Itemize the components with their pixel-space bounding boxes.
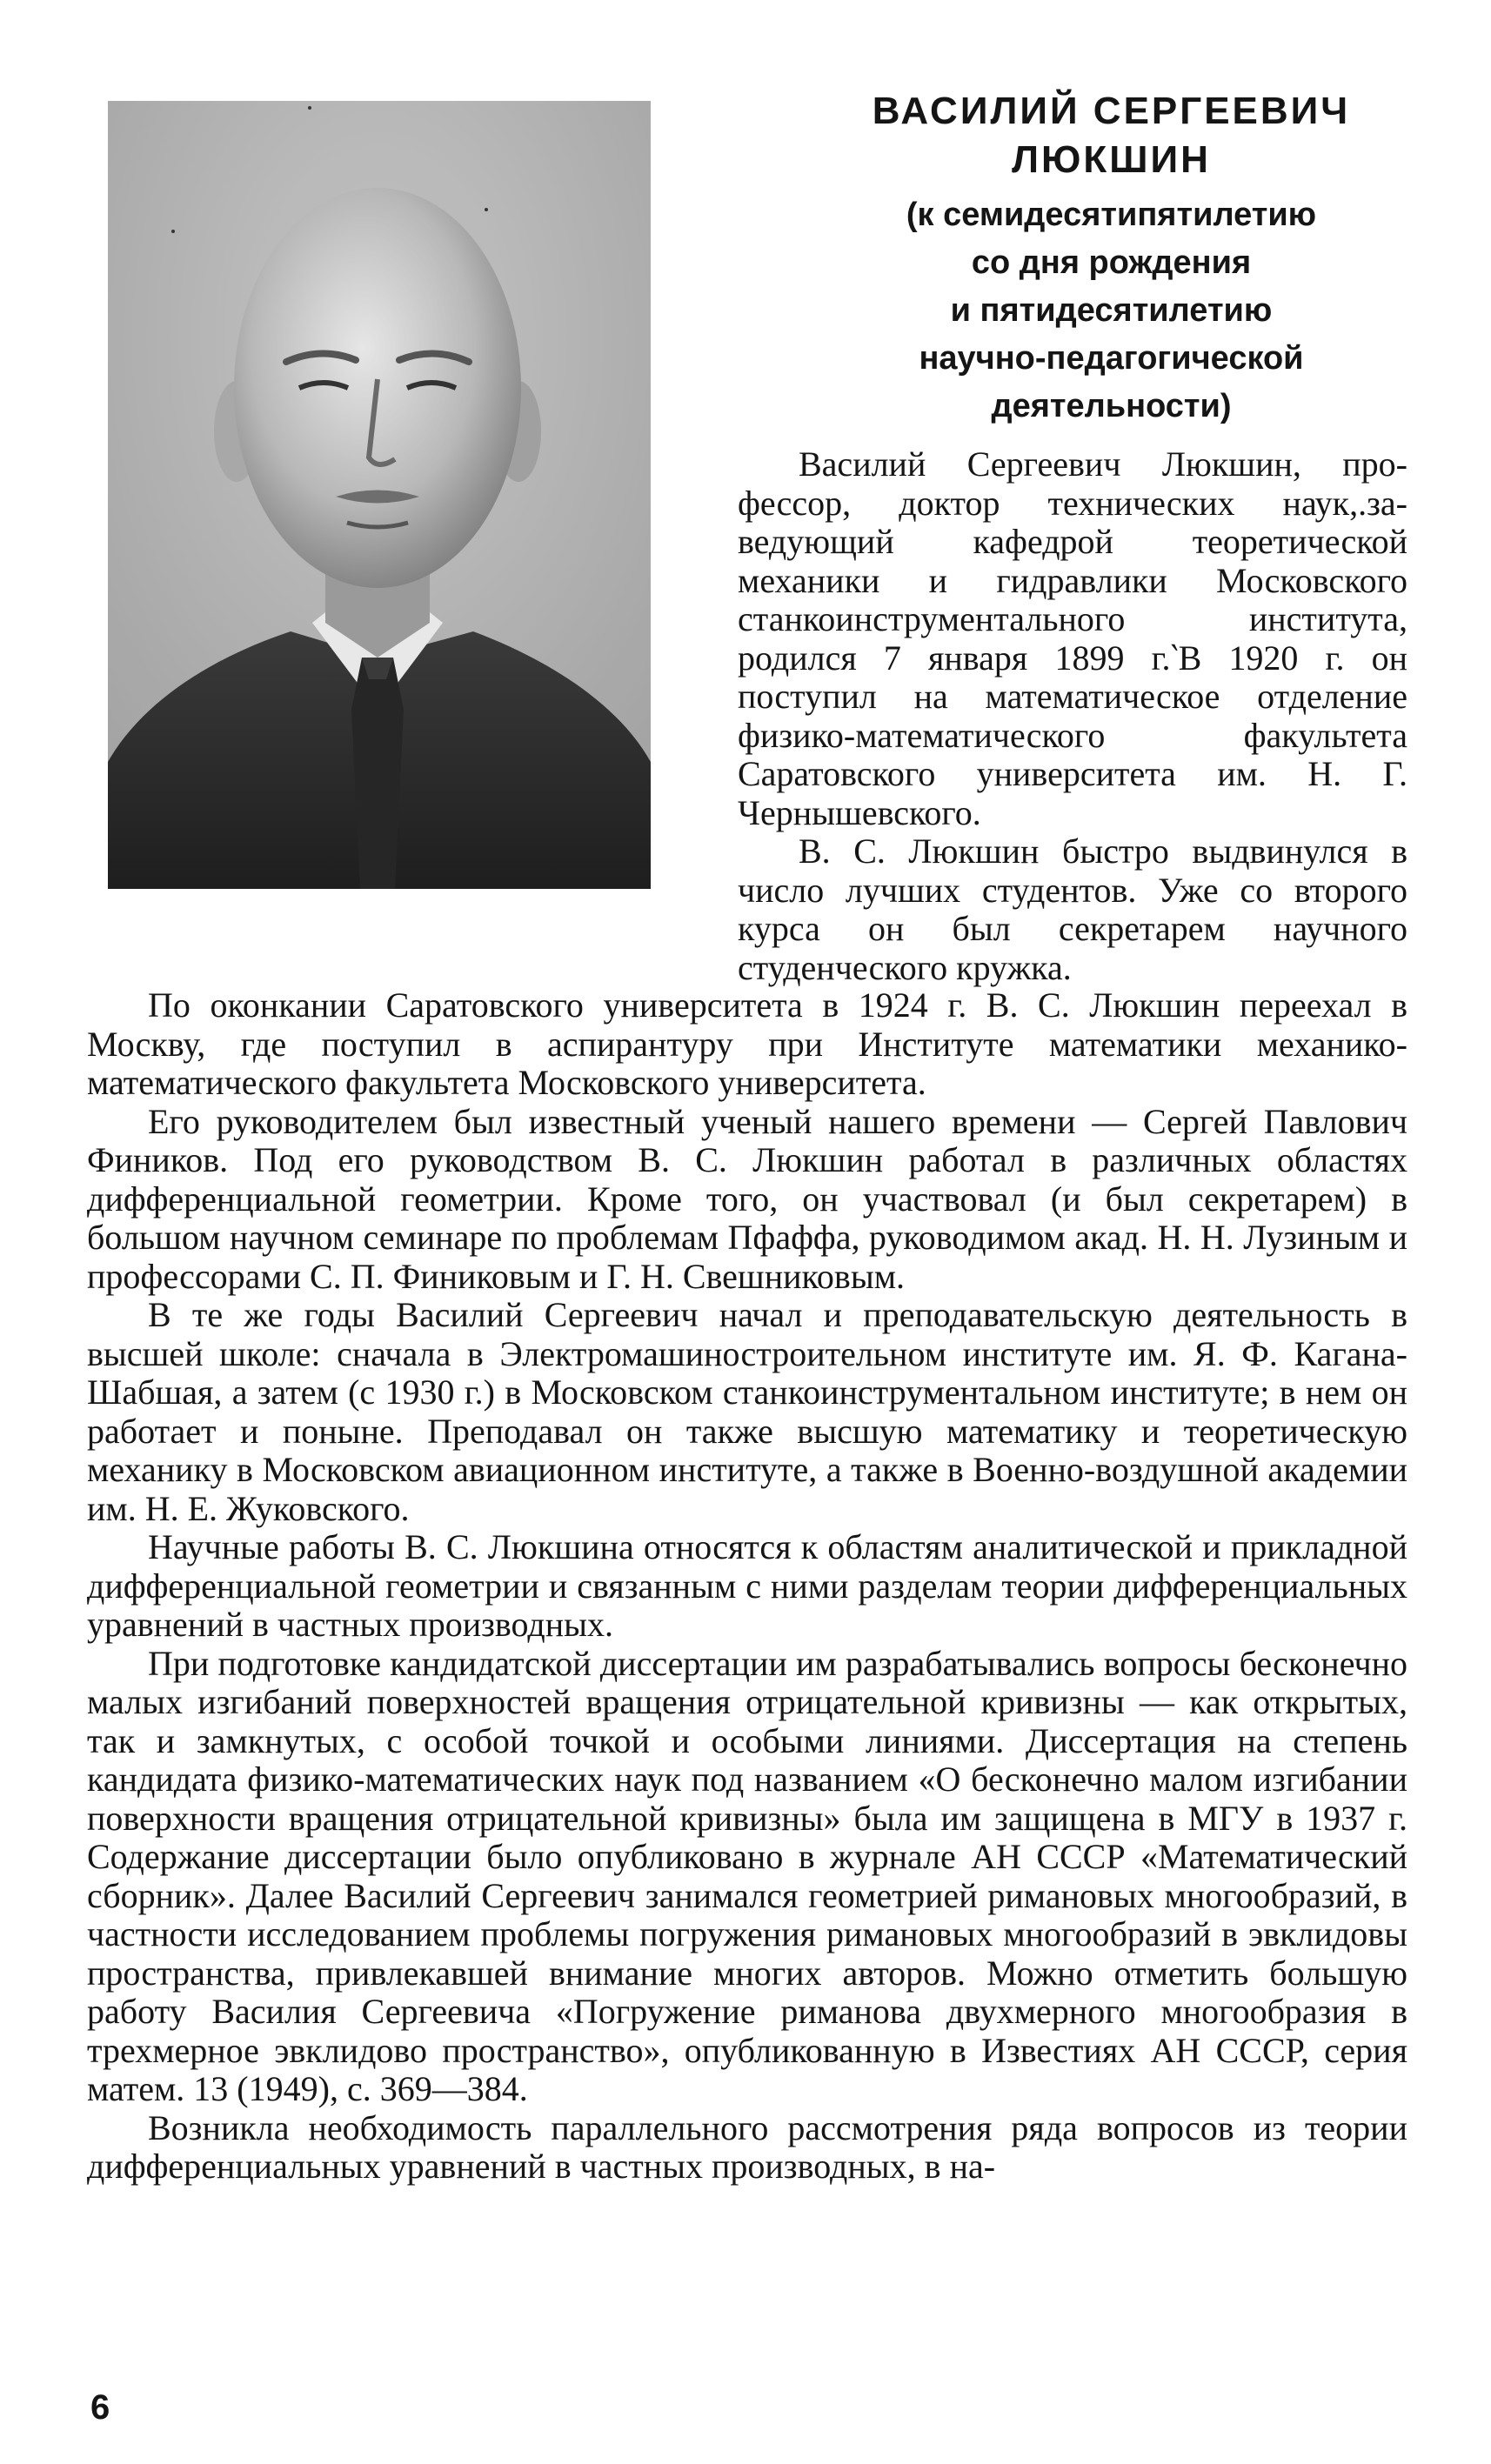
title-first-name: ВАСИЛИЙ СЕРГЕЕВИЧ [872,90,1351,132]
article-heading [800,87,1422,431]
paragraph-supervisor: Его руководителем был известный ученый нашего времени — Сергей Павлович Фиников. Под его руководством В. С. Люкшин работал в различных областях дифференциальной геометрии. Кроме того, он участвовал (и был секретарем) в большом научном семинаре по проблемам Пфаффа, руководимом акад. Н. Н. Лузиным и профессорами С. П. Финиковым и Г. Н. Свешниковым. [87,1101,1407,1296]
portrait-photo [108,101,651,889]
paragraph-teaching: В те же годы Василий Сергеевич начал и преподавательскую деятельность в высшей школе: сначала в Электромашиностроительном институте им. Я. Ф. Кагана-Шабшая, а затем (с 1930 г.) в Московском станкоинструментальном институте; в нем он работает и поныне. Преподавал он также высшую математику и теоретическую механику в Московском авиационном институте, а также в Военно-воздушной академии им. Н. Е. Жуковского. [87,1295,1407,1528]
paragraph-research-areas: Научные работы В. С. Люкшина относятся к областям аналитической и прикладной дифференциальной геометрии и связанным с ними разделам теории дифференциальных уравнений в частных производных. [87,1527,1407,1644]
paragraph-student: В. С. Люкшин быстро выдвинулся в число лучших студентов. Уже со второго курса он был секретарем научного студенческого кружка. [738,831,1407,987]
portrait-image [108,101,651,889]
subtitle-line-2: со дня рождения [971,244,1252,281]
subtitle-line-4: научно-педагогической [919,340,1304,377]
subtitle-line-5: деятельности) [991,388,1232,424]
paragraph-continuation: Возникла необходимость параллельного рассмотрения ряда вопросов из теории дифференциальных уравнений в частных производных, в на- [87,2107,1407,2186]
subtitle-line-1: (к семидесятипятилетию [906,197,1317,233]
paragraph-dissertation: При подготовке кандидатской диссертации им разрабатывались вопросы бесконечно малых изгибаний поверхностей вращения отрицательной кривизны — как открытых, так и замкнутых, с особой точкой и особыми линиями. Диссертация на степень кандидата физико-математических наук под названием «О бесконечно малом изгибании поверхности вращения отрицательной кривизны» была им защищена в МГУ в 1937 г. Содержание диссертации было опубликовано в журнале АН СССР «Математический сборник». Далее Василий Сергеевич занимался геометрией римановых многообразий, в частности исследованием проблемы погружения римановых многообразий в эвклидовы пространства, привлекавшей внимание многих авторов. Можно отметить большую работу Василия Сергеевича «Погружение риманова двухмерного многообразия в трехмерное эвклидово пространство», опубликованную в Известиях АН СССР, серия матем. 13 (1949), с. 369—384. [87,1643,1407,2108]
page-number: 6 [90,2388,110,2427]
column-text [738,445,1407,987]
paragraph-graduation: По оконкании Саратовского университета в 1924 г. В. С. Люкшин переехал в Москву, где поступил в аспирантуру при Институте математики механико-математического факультета Московского университета. [87,985,1407,1102]
body-text [87,986,1407,2187]
title-surname: ЛЮКШИН [1012,138,1211,181]
paragraph-intro: Василий Сергеевич Люкшин, профессор, доктор технических наук,.заведующий кафедрой теоретической механики и гидравлики Московского станкоинструментального института, родился 7 января 1899 г.‵В 1920 г. он поступил на математическое отделение физико-математического факультета Саратовского университета им. Н. Г. Чернышевского. [738,444,1407,832]
subtitle-line-3: и пятидесятилетию [950,292,1273,329]
